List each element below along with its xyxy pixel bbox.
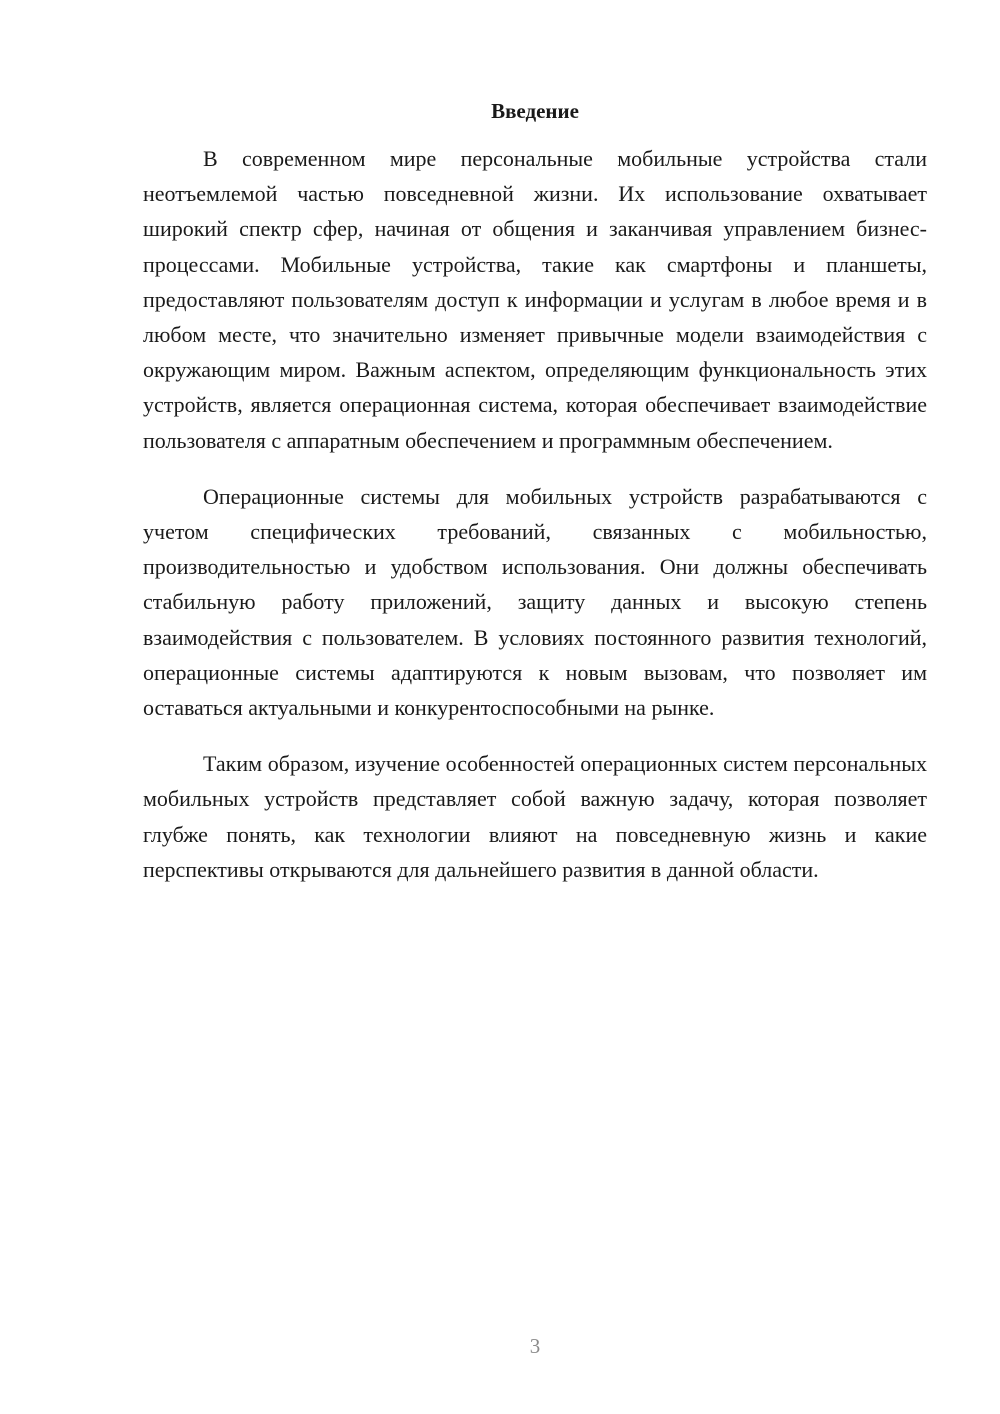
section-heading: Введение xyxy=(491,99,579,123)
paragraph-os-requirements: Операционные системы для мобильных устройств разрабатываются с учетом специфических требований, связанных с мобильностью, производительностью и удобством использования. Они должны обеспечивать стабильную работу приложений, защиту данных и высокую степень взаимодействия с пользователем. В условиях постоянного развития технологий, операционные системы адаптируются к новым вызовам, что позволяет им оставаться актуальными и конкурентоспособными на рынке. xyxy=(143,483,927,721)
paragraph-intro: В современном мире персональные мобильные устройства стали неотъемлемой частью повседневной жизни. Их использование охватывает широкий спектр сфер, начиная от общения и заканчивая управлением бизнес-процессами. Мобильные устройства, такие как смартфоны и планшеты, предоставляют пользователям доступ к информации и услугам в любое время и в любом месте, что значительно изменяет привычные модели взаимодействия с окружающим миром. Важным аспектом, определяющим функциональность этих устройств, является операционная система, которая обеспечивает взаимодействие пользователя с аппаратным обеспечением и программным обеспечением. xyxy=(143,146,927,453)
body-text xyxy=(143,141,927,908)
paragraph-conclusion: Таким образом, изучение особенностей операционных систем персональных мобильных устройств представляет собой важную задачу, которая позволяет глубже понять, как технологии влияют на повседневную жизнь и какие перспективы открываются для дальнейшего развития в данной области. xyxy=(143,751,927,882)
page-number: 3 xyxy=(529,1334,541,1358)
